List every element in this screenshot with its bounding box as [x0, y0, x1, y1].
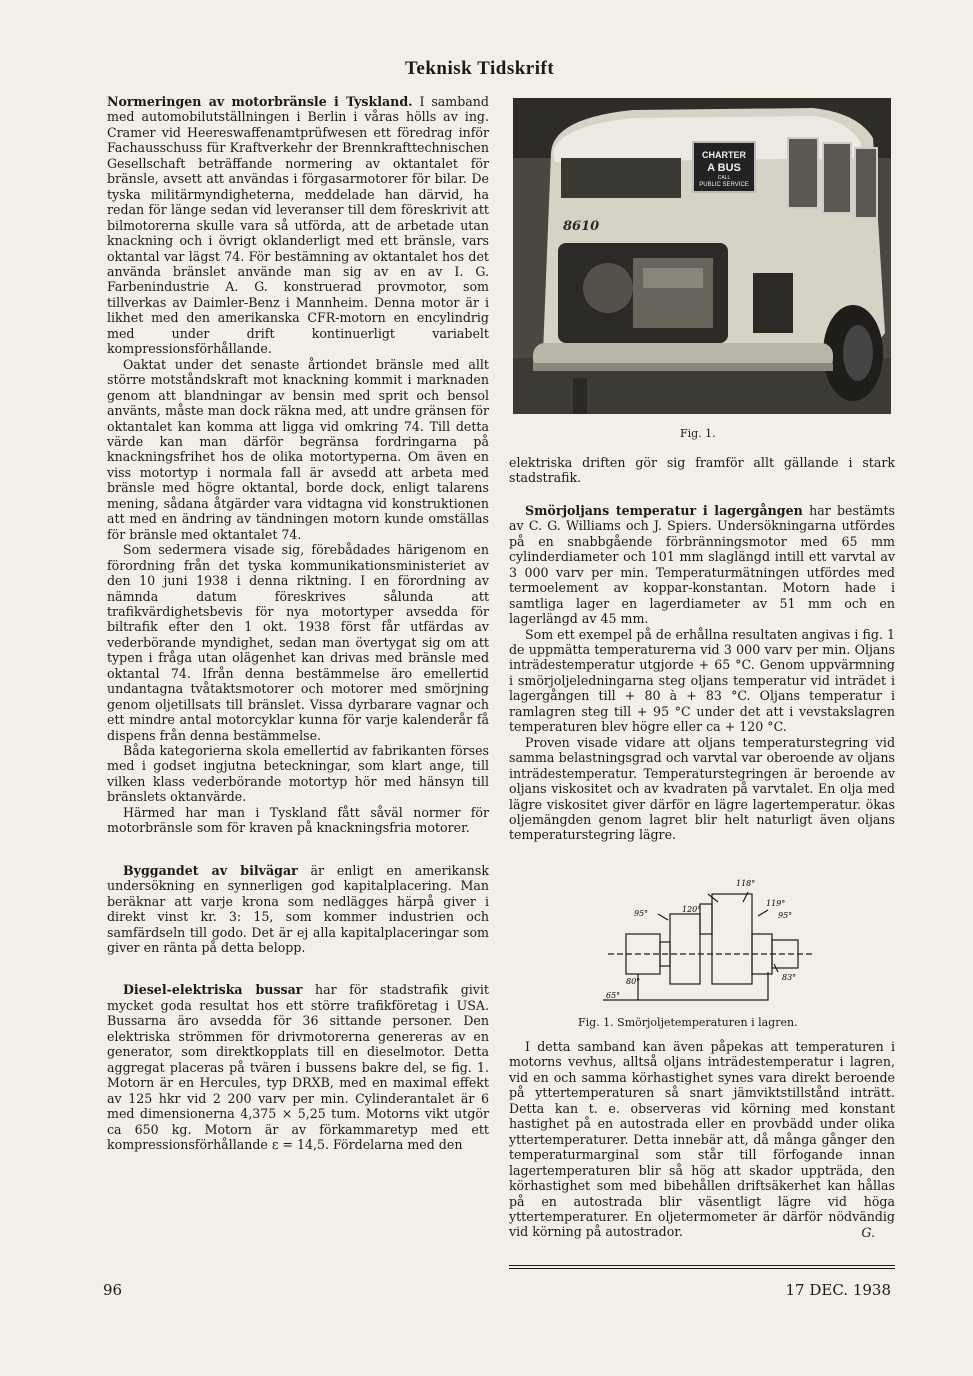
- paragraph: är enligt en amerikansk undersökning en synnerligen god kapitalplacering. Man beräknar att varje krona som nedlägges härpå giver i direkt vinst kr. 3: 15, som kommer industrien och samfärdseln till godo. Det är ej alla kapitalplaceringar som giver en ränta på detta belopp.: [107, 862, 489, 956]
- article-normering: [107, 94, 489, 357]
- diagram-label: 80°: [626, 977, 641, 986]
- journal-header: Teknisk Tidskrift: [405, 58, 555, 79]
- article-lead: Smörjoljans temperatur i lagergången: [525, 502, 803, 518]
- diagram-label: 120°: [682, 905, 702, 914]
- right-column-bottom: [509, 1039, 895, 1240]
- crankshaft-diagram: [598, 874, 828, 1010]
- sign-line: PUBLIC SERVICE: [699, 182, 749, 188]
- sign-line: CALL: [717, 175, 731, 181]
- diagram-label: 83°: [782, 973, 797, 982]
- paragraph: Oaktat under det senaste årtiondet bränsle med allt större motståndskraft mot knackning kommit i marknaden genom att blandningar av bensin med sprit och bensol använts, måste man dock räkna med, att undre gränsen för oktantalet kan komma att ligga vid omkring 74. Till detta värde kan man därför begränsa fordringarna på knackningsfrihet hos de olika motortyperna. Om även en viss motortyp i normala fall är avsedd att arbeta med bränsle med högre oktantal, borde dock, enligt talarens mening, sådana åtgärder vara vidtagna vid konstruktionen att med en ändring av tändningen motorn kunde omställas för bränsle med oktantalet 74.: [107, 356, 489, 542]
- article-bilvagar: [107, 863, 489, 956]
- paragraph: I samband med automobilutställningen i Berlin i våras hölls av ing. Cramer vid Heereswaffenamtprüfwesen ett föredrag inför Fachausschuss für Kraftverkehr der Brennkrafttechnischen Gesellschaft beträffande normering av oktantalet för bränsle, avsett att användas i förgasarmotorer för bilar. De tyska militärmyndigheterna, meddelade han därvid, ha redan för länge sedan vid leveranser till dem föreskrivit att bilmotorerna skulle vara så utförda, att de arbetade utan knackning och i övrigt oklanderligt med ett bränsle, vars oktantal var lägst 74. För bestämning av oktantalet hos det använda bränslet använde man sig av en av I. G. Farbenindustrie A. G. konstruerad provmotor, som tillverkas av Daimler-Benz i Mannheim. Denna motor är i likhet med den amerikanska CFR-motorn en encylindrig med under drift kontinuerligt variabelt kompressionsförhållande.: [107, 94, 489, 357]
- paragraph-continuation: elektriska driften gör sig framför allt gällande i stark stadstrafik.: [509, 455, 895, 486]
- sign-line: CHARTER: [702, 150, 746, 160]
- issue-date: 17 DEC. 1938: [785, 1281, 891, 1299]
- article-lead: Byggandet av bilvägar: [123, 862, 298, 878]
- article-lead: Diesel-elektriska bussar: [123, 982, 303, 998]
- diagram-label: 95°: [778, 911, 793, 920]
- paragraph: Proven visade vidare att oljans temperaturstegring vid samma belastningsgrad och varvtal var oberoende av oljans inträdestemperatur. Temperaturstegringen är beroende av oljans viskositet och av kvadraten på varvtalet. En olja med lägre viskositet giver därför en lägre lagertemperatur. ökas oljemängden genom lagret blir helt naturligt även oljans temperaturstegring lägre.: [509, 734, 895, 843]
- paragraph: har för stadstrafik givit mycket goda resultat hos ett större trafikföretag i USA. Bussarna äro avsedda för 36 sittande personer. Den elektriska strömmen för drivmotorerna genereras av en generator, som direktkopplats till en dieselmotor. Detta aggregat placeras på tvären i bussens bakre del, se fig. 1. Motorn är en Hercules, typ DRXB, med en maximal effekt av 125 hkr vid 2 200 varv per min. Cylinderantalet är 6 med dimensionerna 4,375 × 5,25 tum. Motorns vikt utgör ca 650 kg. Motorn är av förkammaretyp med ett kompressionsförhållande ε = 14,5. Fördelarna med den: [107, 982, 489, 1152]
- signature: G.: [861, 1224, 875, 1240]
- article-smorjolja: [509, 503, 895, 627]
- paragraph: Som ett exempel på de erhållna resultaten angivas i fig. 1 de uppmätta temperaturerna vid 3 000 varv per min. Oljans inträdestemperatur utgjorde + 65 °C. Genom uppvärmning i smörjoljeledningarna steg oljans temperatur vid inträdet i lagergången till + 80 à + 83 °C. Oljans temperatur i ramlagren steg till + 95 °C under det att i vevstakslagren temperaturen blev högre eller ca + 120 °C.: [509, 626, 895, 735]
- paragraph: Båda kategorierna skola emellertid av fabrikanten förses med i godset ingjutna beteckningar, som klart ange, till vilken klass vederbörande motortyp hör med hänsyn till bränslets oktanvärde.: [107, 743, 489, 805]
- bus-illustration: [513, 98, 891, 414]
- divider-rule: [509, 1268, 895, 1269]
- diagram-label: 118°: [736, 879, 756, 888]
- divider-rule: [509, 1265, 895, 1266]
- paragraph: har bestämts av C. G. Williams och J. Spiers. Undersökningarna utfördes på en snabbgående förbränningsmotor med 65 mm cylinderdiameter och 101 mm slaglängd intill ett varvtal av 3 000 varv per min. Temperaturmätningen utfördes med termoelement av koppar-konstantan. Motorn hade i samtliga lager en lagerdiameter av 51 mm och en lagerlängd av 45 mm.: [509, 502, 896, 627]
- sign-line: A BUS: [707, 162, 741, 174]
- bus-number: 8610: [563, 219, 600, 234]
- left-column: [107, 94, 489, 1152]
- page-number: 96: [103, 1281, 123, 1299]
- paragraph: Som sedermera visade sig, förebådades härigenom en förordning från det tyska kommunikationsministeriet av den 10 juni 1938 i denna riktning. I en förordning av nämnda datum föreskrives sålunda att trafikvärdighetsbevis för nya motortyper avsedda för biltrafik efter den 1 okt. 1938 först får utfärdas av vederbörande myndighet, sedan man övertygat sig om att typen i fråga utan olägenhet kan drivas med bränsle med oktantal 74. Ifrån denna bestämmelse äro emellertid undantagna tvåtaktsmotorer och motorer med smörjning genom oljetillsats till bränslet. Vissa dyrbarare vagnar och ett mindre antal motorcyklar kunna för varje kalenderår få dispens från denna bestämmelse.: [107, 542, 489, 743]
- diagram-label: 65°: [606, 991, 621, 1000]
- figure-caption: Fig. 1. Smörjoljetemperaturen i lagren.: [578, 1016, 798, 1029]
- temperature-diagram: [598, 874, 828, 1010]
- diagram-label: 119°: [766, 899, 786, 908]
- article-bussar: [107, 982, 489, 1152]
- article-lead: Normeringen av motorbränsle i Tyskland.: [107, 94, 413, 109]
- right-column-top: [509, 455, 895, 843]
- paragraph: Härmed har man i Tyskland fått såväl normer för motorbränsle som för kraven på knackningsfria motorer.: [107, 804, 489, 836]
- bus-photo: [513, 98, 891, 414]
- paragraph: I detta samband kan även påpekas att temperaturen i motorns vevhus, alltså oljans inträdestemperatur i lagren, vid en och samma körhastighet synes vara direkt beroende på yttertemperaturen så snart jämviktstillstånd inträtt. Detta kan t. e. observeras vid körning med konstant hastighet på en autostrada eller en provbädd under olika yttertemperaturer. Detta innebär att, då många gånger den temperaturmarginal som står till förfogande innan lagertemperaturen blir så hög att skador uppträda, den körhastighet som med bibehållen driftsäkerhet kan hållas på en autostrada blir väsentligt lägre vid höga yttertemperaturer. En oljetermometer är därför nödvändig vid körning på autostrador.: [509, 1039, 895, 1240]
- figure-caption: Fig. 1.: [680, 427, 716, 440]
- diagram-label: 95°: [634, 909, 649, 918]
